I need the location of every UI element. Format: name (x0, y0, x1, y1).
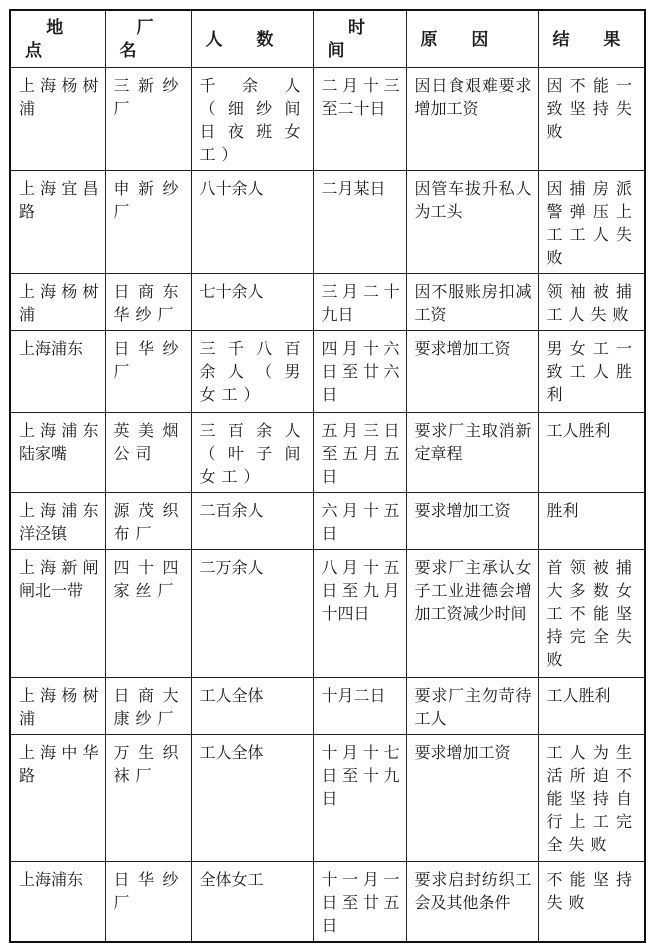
cell-factory: 四十四家丝厂 (105, 550, 191, 678)
header-row (10, 10, 645, 68)
table-row (10, 274, 645, 331)
cell-location: 上海中华路 (10, 735, 105, 862)
cell-time: 十一月一日至廿五日 (313, 862, 406, 943)
cell-location: 上海杨树浦 (10, 274, 105, 331)
table-row (10, 735, 645, 862)
header-factory: 厂 名 (105, 10, 191, 68)
cell-result: 因不能一致坚持失败 (538, 68, 645, 171)
cell-people: 工人全体 (191, 678, 313, 735)
cell-people: 三百余人（叶子间女工） (191, 413, 313, 493)
cell-people: 二万余人 (191, 550, 313, 678)
cell-result: 工人胜利 (538, 413, 645, 493)
cell-factory: 日商大康纱厂 (105, 678, 191, 735)
cell-result: 胜利 (538, 493, 645, 550)
table-row (10, 171, 645, 274)
cell-people: 七十余人 (191, 274, 313, 331)
cell-factory: 英美烟公司 (105, 413, 191, 493)
cell-factory: 日华纱厂 (105, 331, 191, 413)
cell-time: 八月十五日至九月十四日 (313, 550, 406, 678)
cell-result: 工人胜利 (538, 678, 645, 735)
table-row (10, 550, 645, 678)
cell-reason: 要求启封纺织工会及其他条件 (406, 862, 538, 943)
cell-result: 男女工一致工人胜利 (538, 331, 645, 413)
cell-time: 二月某日 (313, 171, 406, 274)
cell-factory: 源茂织布厂 (105, 493, 191, 550)
cell-location: 上海杨树浦 (10, 678, 105, 735)
cell-reason: 因管车拔升私人为工头 (406, 171, 538, 274)
cell-result: 不能坚持失败 (538, 862, 645, 943)
cell-location: 上海浦东 (10, 862, 105, 943)
header-reason: 原 因 (406, 10, 538, 68)
cell-time: 五月三日至五月五日 (313, 413, 406, 493)
cell-location: 上海浦东陆家嘴 (10, 413, 105, 493)
cell-people: 二百余人 (191, 493, 313, 550)
cell-time: 二月十三至二十日 (313, 68, 406, 171)
cell-people: 全体女工 (191, 862, 313, 943)
cell-factory: 日商东华纱厂 (105, 274, 191, 331)
header-location: 地 点 (10, 10, 105, 68)
cell-reason: 要求厂主承认女子工业进德会增加工资减少时间 (406, 550, 538, 678)
cell-factory: 万生织袜厂 (105, 735, 191, 862)
cell-people: 千余人（细纱间日夜班女工） (191, 68, 313, 171)
cell-factory: 三新纱厂 (105, 68, 191, 171)
cell-people: 工人全体 (191, 735, 313, 862)
table-row (10, 413, 645, 493)
cell-location: 上海浦东 (10, 331, 105, 413)
cell-result: 首领被捕大多数女工不能坚持完全失败 (538, 550, 645, 678)
cell-location: 上海浦东洋泾镇 (10, 493, 105, 550)
cell-time: 十月十七日至十九日 (313, 735, 406, 862)
cell-time: 六月十五日 (313, 493, 406, 550)
header-time: 时 间 (313, 10, 406, 68)
header-result: 结 果 (538, 10, 645, 68)
cell-result: 工人为生活所迫不能坚持自行上工完全失败 (538, 735, 645, 862)
table-row (10, 68, 645, 171)
cell-reason: 要求增加工资 (406, 493, 538, 550)
cell-result: 领袖被捕工人失败 (538, 274, 645, 331)
cell-location: 上海宜昌路 (10, 171, 105, 274)
cell-reason: 因不服账房扣减工资 (406, 274, 538, 331)
cell-factory: 日华纱厂 (105, 862, 191, 943)
cell-reason: 要求厂主勿苛待工人 (406, 678, 538, 735)
table-row (10, 862, 645, 943)
strike-records-table (9, 9, 646, 943)
cell-location: 上海新闸闸北一带 (10, 550, 105, 678)
cell-time: 十月二日 (313, 678, 406, 735)
cell-reason: 要求增加工资 (406, 331, 538, 413)
cell-time: 四月十六日至廿六日 (313, 331, 406, 413)
table-row (10, 331, 645, 413)
table-row (10, 678, 645, 735)
cell-location: 上海杨树浦 (10, 68, 105, 171)
cell-time: 三月二十九日 (313, 274, 406, 331)
cell-reason: 要求厂主取消新定章程 (406, 413, 538, 493)
cell-people: 三千八百余人（男女工） (191, 331, 313, 413)
table-row (10, 493, 645, 550)
cell-reason: 因日食艰难要求增加工资 (406, 68, 538, 171)
cell-factory: 申新纱厂 (105, 171, 191, 274)
cell-reason: 要求增加工资 (406, 735, 538, 862)
cell-result: 因捕房派警弹压上工工人失败 (538, 171, 645, 274)
cell-people: 八十余人 (191, 171, 313, 274)
header-people: 人 数 (191, 10, 313, 68)
